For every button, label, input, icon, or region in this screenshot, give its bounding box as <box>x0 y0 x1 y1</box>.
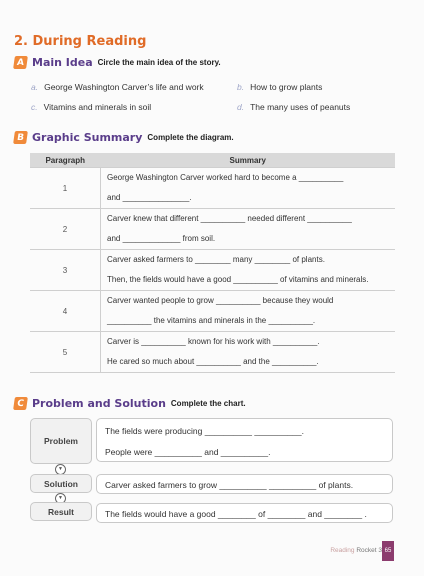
footer-book: Rocket 3 <box>356 547 382 554</box>
summary-table <box>30 153 395 373</box>
solution-text: Carver asked farmers to grow __________ __________ of plants. <box>105 480 354 490</box>
option-text: How to grow plants <box>250 82 323 92</box>
summary-line: Carver asked farmers to ________ many ________ of plants. <box>107 255 325 264</box>
badge-c: C <box>13 397 28 410</box>
table-row <box>30 250 395 291</box>
problem-solution-heading <box>14 397 246 410</box>
option-text: George Washington Carver’s life and work <box>44 82 204 92</box>
paragraph-number: 2 <box>30 209 101 250</box>
circle-down-arrow-icon: ▼ <box>55 464 66 475</box>
footer-series: Reading <box>330 547 355 554</box>
paragraph-number: 3 <box>30 250 101 291</box>
summary-header-row <box>30 153 395 168</box>
summary-line: George Washington Carver worked hard to become a __________ <box>107 173 344 182</box>
problem-box[interactable] <box>96 418 393 462</box>
badge-a: A <box>13 56 28 69</box>
option-letter: b. <box>237 82 245 92</box>
summary-cell[interactable] <box>101 168 396 209</box>
problem-line: People were __________ and __________. <box>105 447 271 457</box>
graphic-summary-heading <box>14 131 234 144</box>
page-number: 65 <box>382 541 394 561</box>
result-label: Result <box>30 502 92 521</box>
result-text: The fields would have a good ________ of ________ and ________ . <box>105 509 367 519</box>
summary-header: Summary <box>101 153 396 168</box>
problem-solution-title: Problem and Solution <box>32 397 166 410</box>
summary-line: Carver wanted people to grow __________ because they would <box>107 296 334 305</box>
option-text: Vitamins and minerals in soil <box>43 102 152 112</box>
option-text: The many uses of peanuts <box>250 102 351 112</box>
paragraph-number: 4 <box>30 291 101 332</box>
summary-line: He cared so much about __________ and the __________. <box>107 357 319 366</box>
option-d[interactable] <box>237 102 350 112</box>
summary-cell[interactable] <box>101 332 396 373</box>
table-row <box>30 209 395 250</box>
solution-box[interactable] <box>96 474 393 494</box>
summary-line: __________ the vitamins and minerals in the __________. <box>107 316 316 325</box>
main-idea-heading <box>14 56 221 69</box>
summary-cell[interactable] <box>101 250 396 291</box>
graphic-summary-title: Graphic Summary <box>32 131 143 144</box>
result-box[interactable] <box>96 503 393 523</box>
option-letter: d. <box>237 102 245 112</box>
summary-line: and _____________ from soil. <box>107 234 216 243</box>
summary-line: Carver is __________ known for his work with __________. <box>107 337 320 346</box>
paragraph-header: Paragraph <box>30 153 101 168</box>
circle-down-arrow-icon: ▼ <box>55 493 66 504</box>
option-letter: c. <box>31 102 38 112</box>
footer-book-title <box>330 547 382 554</box>
option-a[interactable] <box>31 82 204 92</box>
summary-line: Carver knew that different __________ needed different __________ <box>107 214 352 223</box>
table-row <box>30 332 395 373</box>
option-b[interactable] <box>237 82 322 92</box>
summary-line: Then, the fields would have a good __________ of vitamins and minerals. <box>107 275 369 284</box>
table-row <box>30 168 395 209</box>
graphic-summary-instruction: Complete the diagram. <box>147 133 234 142</box>
problem-line: The fields were producing __________ __________. <box>105 426 304 436</box>
main-idea-instruction: Circle the main idea of the story. <box>97 58 221 67</box>
summary-cell[interactable] <box>101 209 396 250</box>
section-title: 2. During Reading <box>14 34 147 49</box>
problem-label: Problem <box>30 418 92 464</box>
badge-b: B <box>13 131 28 144</box>
solution-label: Solution <box>30 474 92 493</box>
paragraph-number: 1 <box>30 168 101 209</box>
table-row <box>30 291 395 332</box>
option-c[interactable] <box>31 102 151 112</box>
problem-solution-instruction: Complete the chart. <box>170 399 246 408</box>
option-letter: a. <box>31 82 39 92</box>
summary-cell[interactable] <box>101 291 396 332</box>
summary-line: and _______________. <box>107 193 192 202</box>
paragraph-number: 5 <box>30 332 101 373</box>
main-idea-title: Main Idea <box>32 56 93 69</box>
